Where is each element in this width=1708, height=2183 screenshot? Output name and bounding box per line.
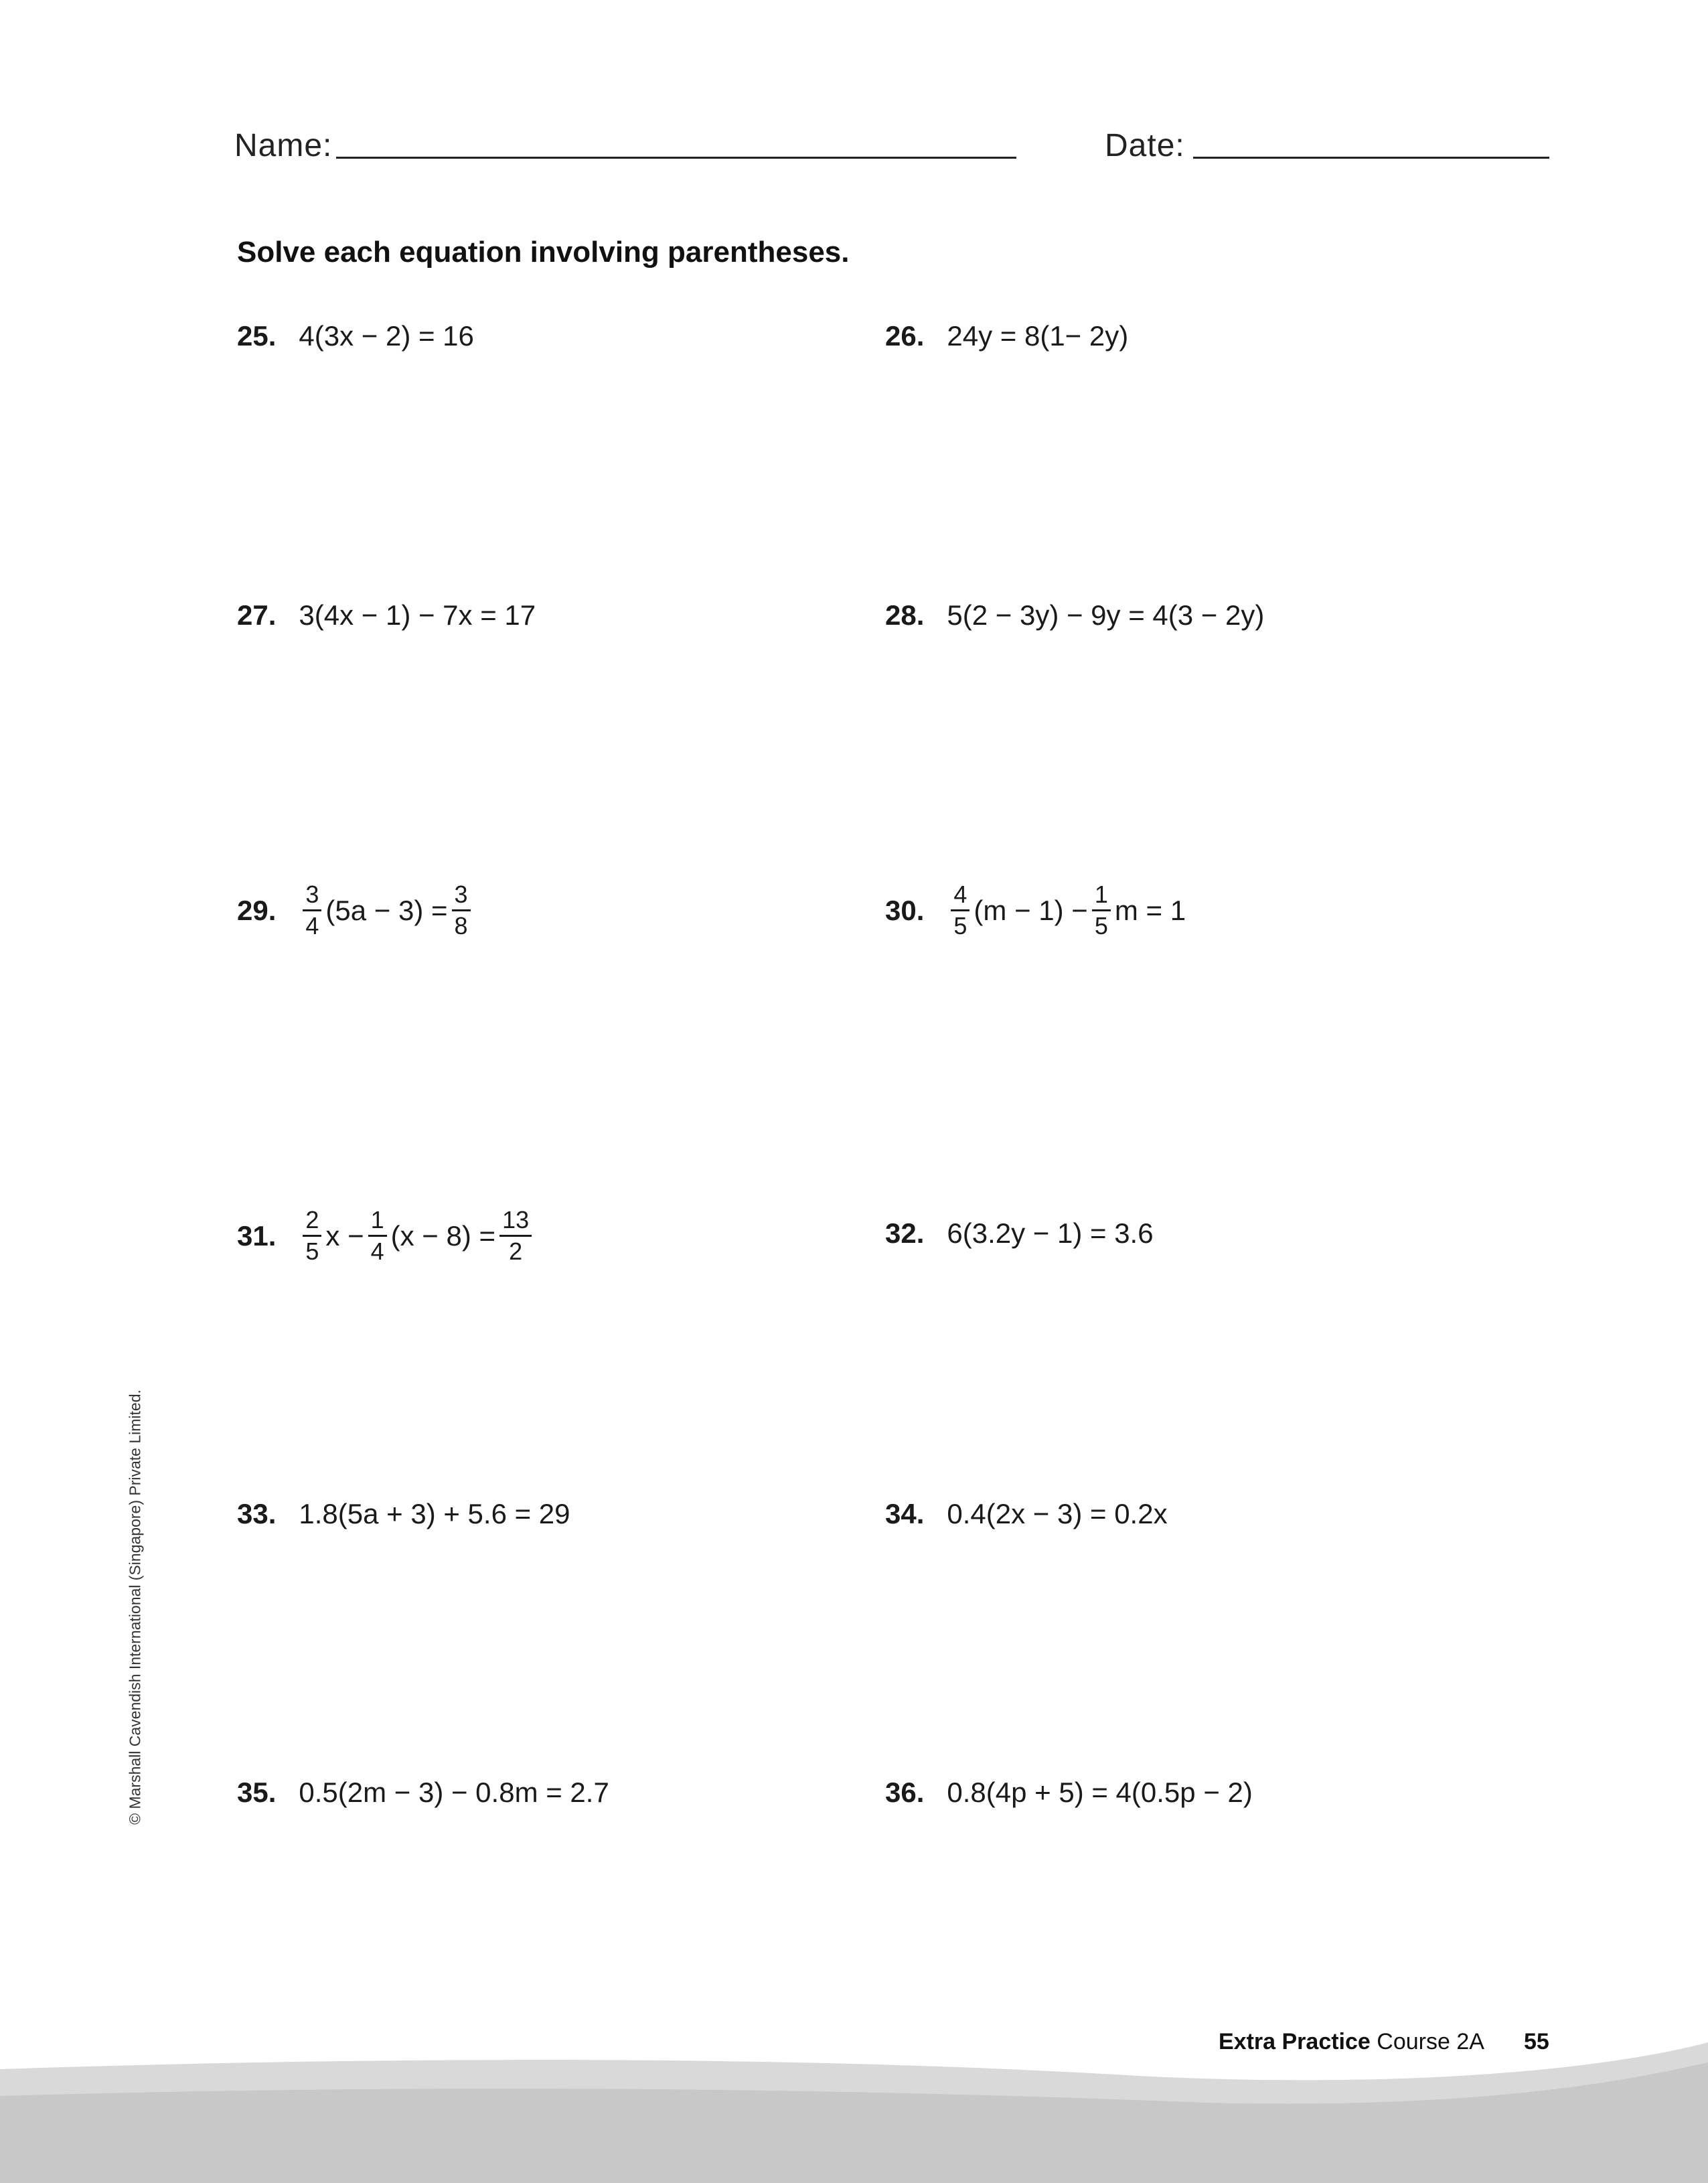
- problem-28: [885, 599, 1264, 631]
- problem-30: [885, 883, 1186, 938]
- fraction: $\frac{1}{5}$: [1092, 883, 1111, 938]
- equation: 1.8(5a + 3) + 5.6 = 29: [299, 1498, 570, 1529]
- problem-number: 32.: [885, 1217, 925, 1249]
- problem-33: [237, 1498, 570, 1530]
- equation: 24y = 8(1− 2y): [947, 320, 1129, 352]
- problem-number: 25.: [237, 320, 277, 352]
- date-field-line[interactable]: [1193, 157, 1549, 159]
- problem-36: [885, 1777, 1253, 1809]
- fraction: $\frac{2}{5}$: [303, 1208, 321, 1264]
- problem-number: 31.: [237, 1219, 277, 1252]
- equation: 0.4(2x − 3) = 0.2x: [947, 1498, 1168, 1529]
- problem-number: 36.: [885, 1777, 925, 1808]
- fraction: $\frac{3}{8}$: [452, 883, 471, 938]
- problem-number: 34.: [885, 1498, 925, 1529]
- problem-number: 30.: [885, 894, 925, 926]
- problem-29: [237, 883, 475, 938]
- footer-wave-band: [0, 2042, 1708, 2183]
- problem-32: [885, 1217, 1154, 1250]
- equation: 0.5(2m − 3) − 0.8m = 2.7: [299, 1777, 609, 1808]
- fraction: $\frac{1}{4}$: [368, 1208, 387, 1264]
- equation: 3(4x − 1) − 7x = 17: [299, 599, 536, 631]
- instruction-heading: Solve each equation involving parentheses.: [237, 236, 850, 269]
- equation: 5(2 − 3y) − 9y = 4(3 − 2y): [947, 599, 1265, 631]
- equation: 0.8(4p + 5) = 4(0.5p − 2): [947, 1777, 1253, 1808]
- problem-27: [237, 599, 536, 631]
- problem-25: [237, 320, 474, 352]
- page-number: 55: [1524, 2029, 1549, 2054]
- problem-number: 27.: [237, 599, 277, 631]
- series-title: Extra Practice: [1219, 2029, 1371, 2054]
- problem-number: 26.: [885, 320, 925, 352]
- equation: $\frac{2}{5}$ x − $\frac{1}{4}$ (x − 8) = $\frac{13}{2}$: [299, 1208, 536, 1264]
- problem-34: [885, 1498, 1168, 1530]
- problem-26: [885, 320, 1128, 352]
- fraction: $\frac{3}{4}$: [303, 883, 321, 938]
- problem-number: 33.: [237, 1498, 277, 1529]
- fraction: $\frac{4}{5}$: [951, 883, 969, 938]
- equation: 6(3.2y − 1) = 3.6: [947, 1217, 1154, 1249]
- fraction: $\frac{13}{2}$: [499, 1208, 532, 1264]
- name-label: Name:: [234, 128, 333, 163]
- date-label: Date:: [1105, 128, 1185, 163]
- name-field-line[interactable]: [336, 157, 1016, 159]
- course-name: Course 2A: [1377, 2029, 1484, 2054]
- problem-number: 35.: [237, 1777, 277, 1808]
- copyright-notice: © Marshall Cavendish International (Singapore) Private Limited.: [126, 1389, 144, 1825]
- problem-31: [237, 1208, 536, 1264]
- problem-number: 29.: [237, 894, 277, 926]
- equation: $\frac{4}{5}$ (m − 1) − $\frac{1}{5}$ m = 1: [947, 883, 1186, 938]
- equation: $\frac{3}{4}$ (5a − 3) = $\frac{3}{8}$: [299, 883, 474, 938]
- equation: 4(3x − 2) = 16: [299, 320, 474, 352]
- problem-number: 28.: [885, 599, 925, 631]
- problem-35: [237, 1777, 609, 1809]
